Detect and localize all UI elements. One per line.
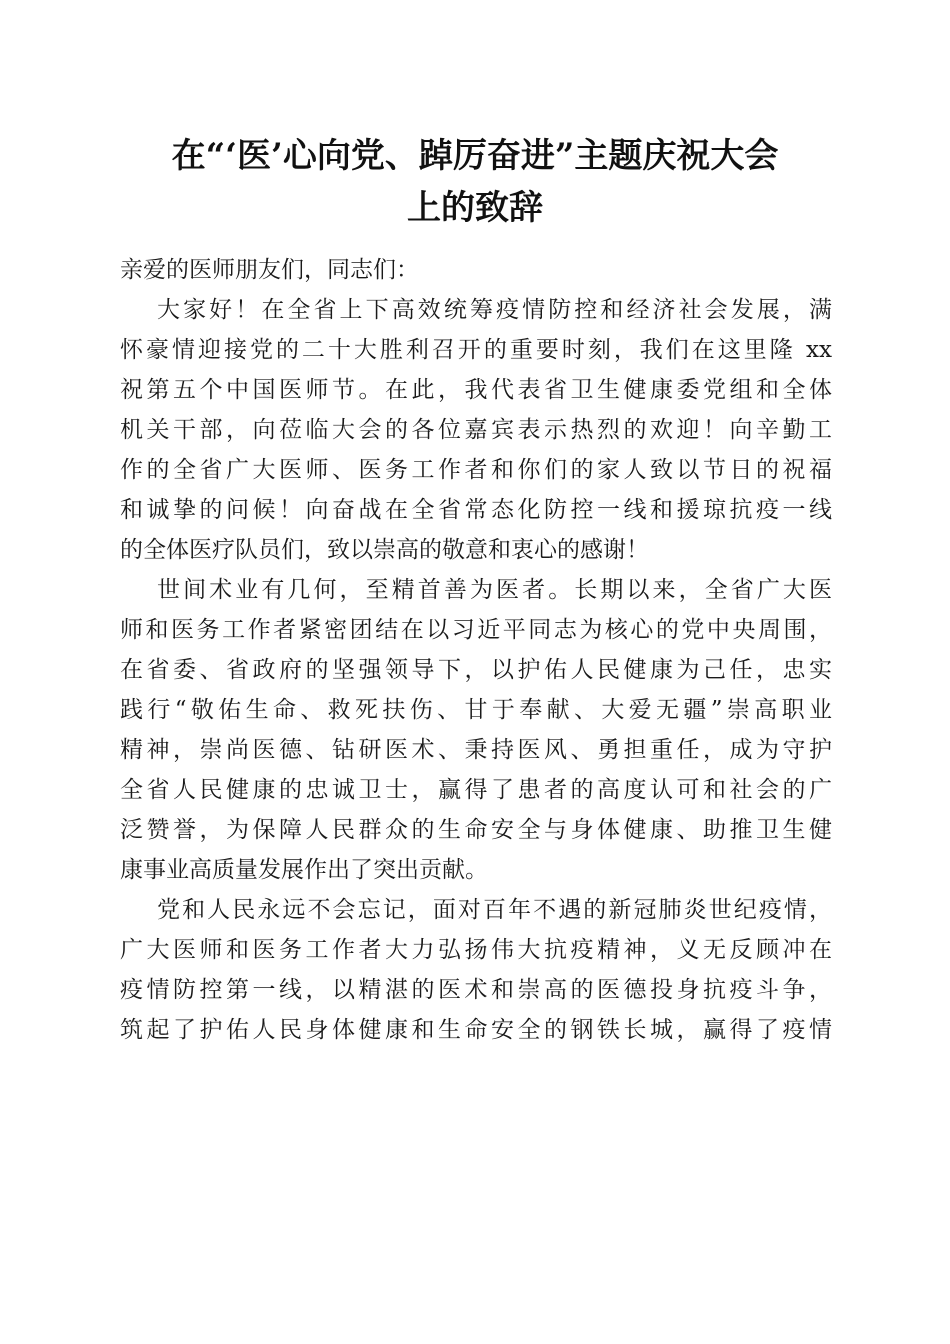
paragraph-3 [120,890,832,1050]
title-line-2: 上的致辞 [407,188,543,228]
paragraph-line: 怀豪情迎接党的二十大胜利召开的重要时刻，我们在这里隆 xx [120,337,832,363]
paragraph-line: 师和医务工作者紧密团结在以习近平同志为核心的党中央周围， [120,617,832,643]
paragraph-line: 的全体医疗队员们，致以崇高的敬意和衷心的感谢！ [120,537,649,563]
paragraph-line: 祝第五个中国医师节。在此，我代表省卫生健康委党组和全体 [120,377,832,403]
paragraph-line: 践行“敬佑生命、救死扶伤、甘于奉献、大爱无疆”崇高职业 [120,697,832,723]
paragraph-line: 康事业高质量发展作出了突出贡献。 [120,857,488,883]
document-body [120,250,832,1050]
paragraph-line: 广大医师和医务工作者大力弘扬伟大抗疫精神，义无反顾冲在 [120,937,832,963]
paragraph-1 [120,290,832,570]
salutation: 亲爱的医师朋友们，同志们： [120,257,419,283]
document-title [100,130,850,234]
paragraph-line: 疫情防控第一线，以精湛的医术和崇高的医德投身抗疫斗争， [120,977,832,1003]
paragraph-line: 大家好！在全省上下高效统筹疫情防控和经济社会发展，满 [157,297,832,323]
paragraph-line: 机关干部，向莅临大会的各位嘉宾表示热烈的欢迎！向辛勤工 [120,417,832,443]
paragraph-line: 全省人民健康的忠诚卫士，赢得了患者的高度认可和社会的广 [120,777,832,803]
title-line-1: 在“‘医’心向党、踔厉奋进”主题庆祝大会 [171,136,779,176]
paragraph-line: 和诚挚的问候！向奋战在全省常态化防控一线和援琼抗疫一线 [120,497,832,523]
paragraph-line: 作的全省广大医师、医务工作者和你们的家人致以节日的祝福 [120,457,832,483]
paragraph-line: 精神，崇尚医德、钻研医术、秉持医风、勇担重任，成为守护 [120,737,832,763]
paragraph-line: 世间术业有几何，至精首善为医者。长期以来，全省广大医 [157,577,832,603]
paragraph-2 [120,570,832,890]
paragraph-line: 党和人民永远不会忘记，面对百年不遇的新冠肺炎世纪疫情， [157,897,832,923]
paragraph-line: 筑起了护佑人民身体健康和生命安全的钢铁长城，赢得了疫情 [120,1017,832,1043]
paragraph-line: 泛赞誉，为保障人民群众的生命安全与身体健康、助推卫生健 [120,817,832,843]
paragraph-line: 在省委、省政府的坚强领导下，以护佑人民健康为己任，忠实 [120,657,832,683]
